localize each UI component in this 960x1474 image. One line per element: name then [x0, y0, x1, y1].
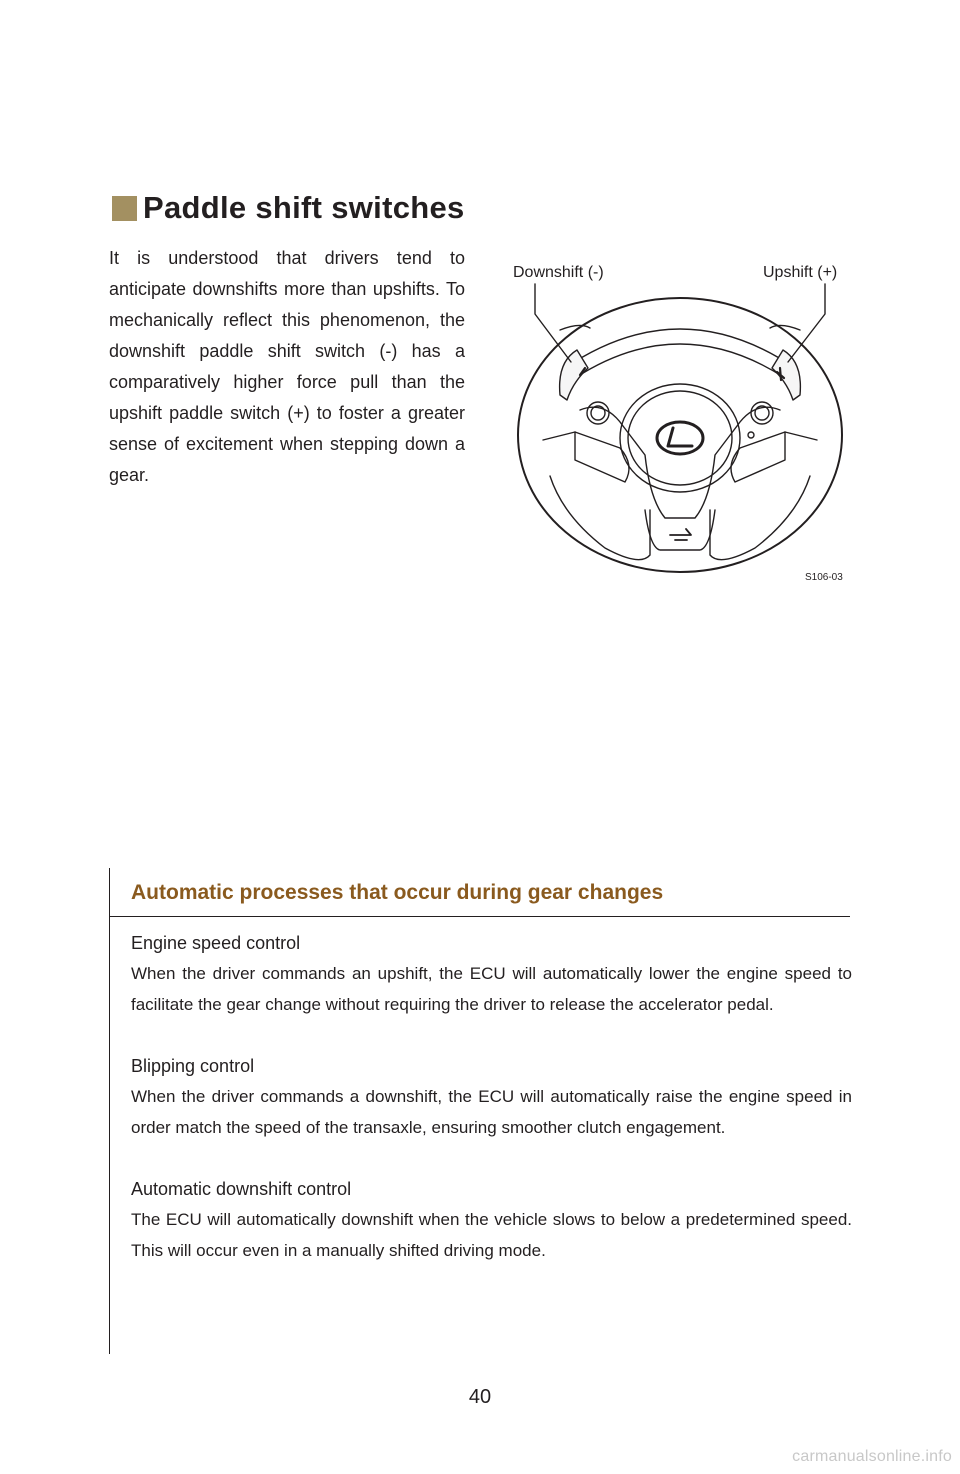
note-section-text: The ECU will automatically downshift when the vehicle slows to below a predetermined speed. This will occur even in a manually shifted driving mode.: [131, 1210, 852, 1260]
note-section: [131, 1051, 852, 1143]
section-title: Paddle shift switches: [143, 190, 465, 225]
section-heading: [112, 190, 465, 226]
note-title-rule: [110, 916, 850, 917]
note-section-heading: Automatic downshift control: [131, 1179, 352, 1199]
figure-code: S106-03: [805, 572, 843, 583]
upshift-label: Upshift (+): [763, 264, 838, 281]
downshift-label: Downshift (-): [513, 264, 604, 281]
note-section-text: When the driver commands an upshift, the ECU will automatically lower the engine speed to facilitate the gear change without requiring the driver to release the accelerator pedal.: [131, 964, 852, 1014]
note-section: [131, 1174, 852, 1266]
note-section-heading: Blipping control: [131, 1056, 255, 1076]
steering-wheel-figure: [505, 250, 855, 595]
note-section: [131, 928, 852, 1020]
note-title: Automatic processes that occur during gear changes: [131, 881, 664, 904]
page-number: 40: [468, 1386, 492, 1408]
intro-paragraph: It is understood that drivers tend to anticipate downshifts more than upshifts. To mechanically reflect this phenomenon, the downshift paddle shift switch (-) has a comparatively higher force pull than the upshift paddle switch (+) to foster a greater sense of excitement when stepping down a gear.: [109, 248, 465, 485]
note-vertical-rule: [109, 868, 110, 1354]
heading-square-icon: [112, 196, 137, 221]
watermark: carmanualsonline.info: [792, 1448, 952, 1465]
steering-wheel-icon: [505, 250, 855, 595]
note-section-heading: Engine speed control: [131, 933, 301, 953]
note-section-text: When the driver commands a downshift, the ECU will automatically raise the engine speed in order match the speed of the transaxle, ensuring smoother clutch engagement.: [131, 1087, 852, 1137]
note-body: [131, 928, 852, 1297]
